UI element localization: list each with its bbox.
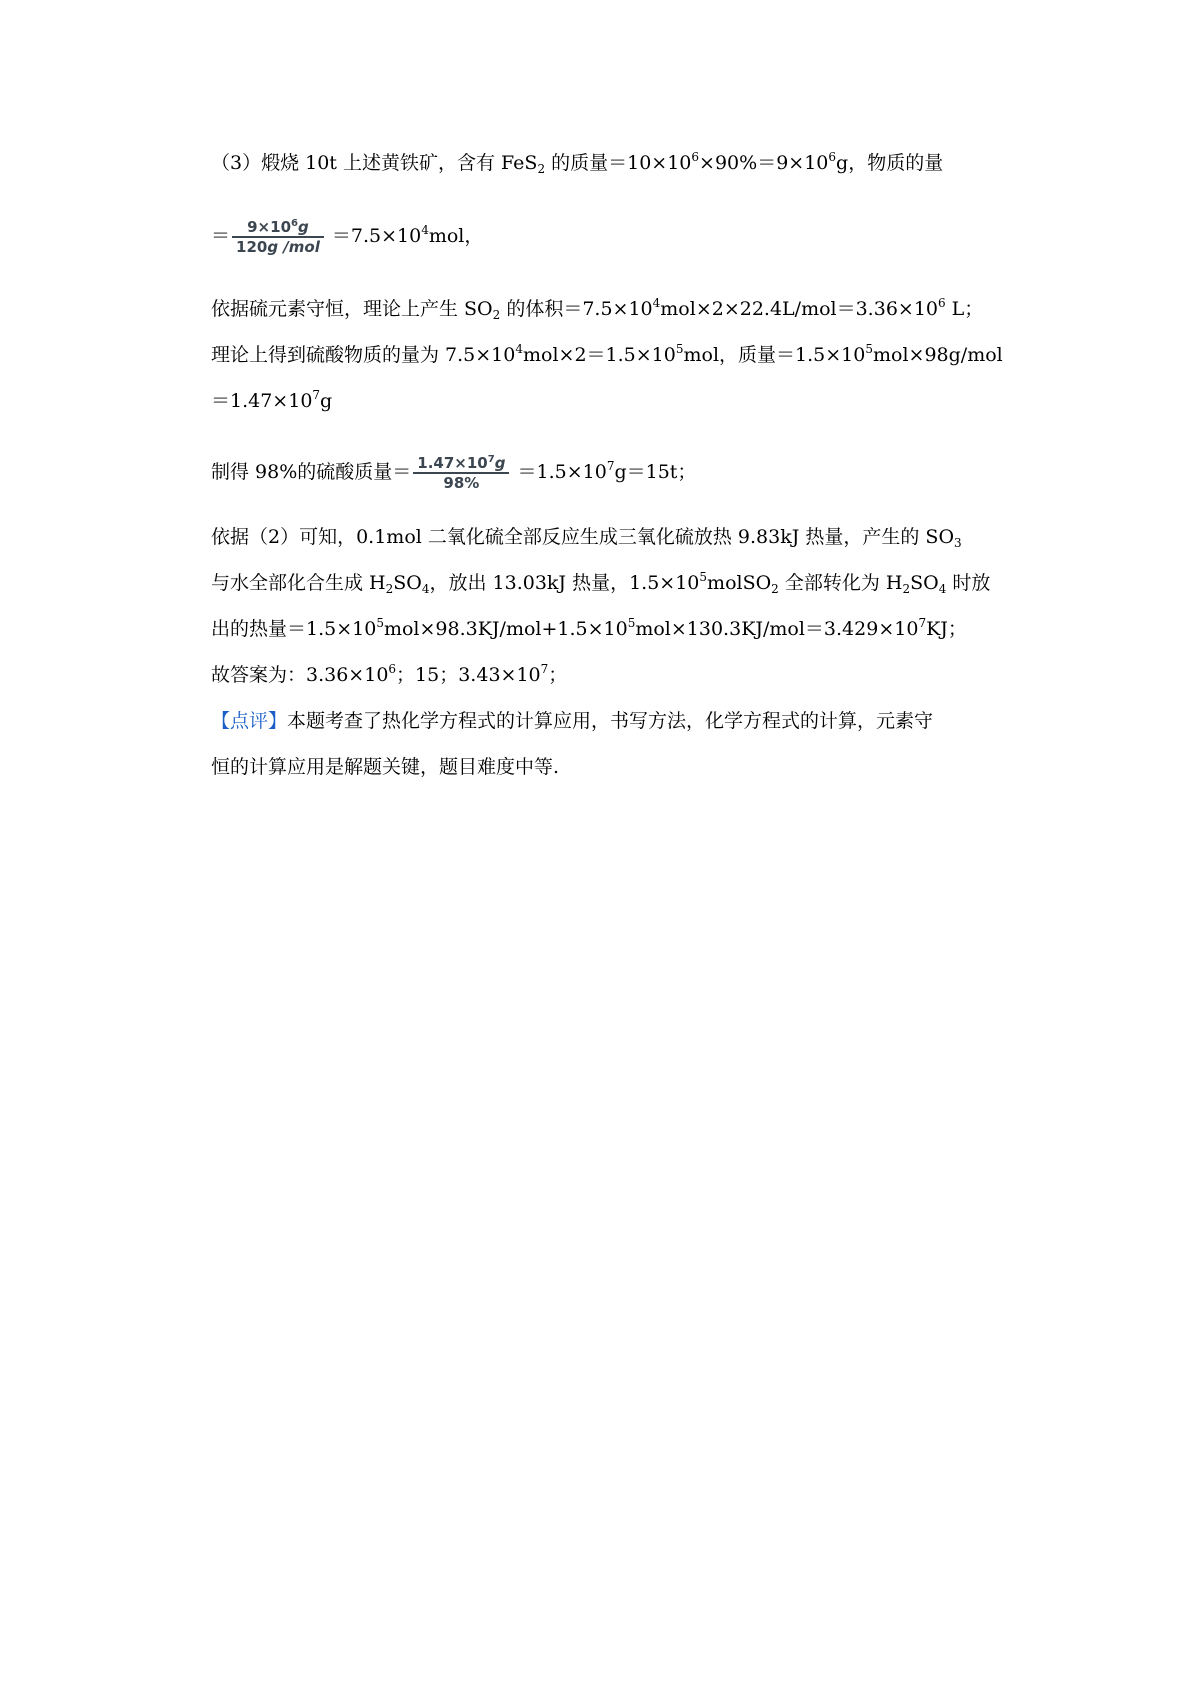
- text: 理论上得到硫酸物质的量为 7.5×10: [211, 344, 516, 366]
- text: mol×98.3KJ/mol+1.5×10: [383, 618, 628, 640]
- text: ，放出 13.03kJ 热量，1.5×10: [429, 572, 700, 594]
- text: ＝7.5×10: [325, 225, 422, 247]
- text: 本题考查了热化学方程式的计算应用，书写方法，化学方程式的计算，元素守: [287, 710, 934, 732]
- text: 故答案为：3.36×10: [211, 664, 389, 686]
- text-line: [211, 332, 1029, 378]
- subscript: 2: [492, 308, 501, 322]
- text: 依据（2）可知，0.1mol 二氧化硫全部反应生成三氧化硫放热 9.83kJ 热量，产生的 SO: [211, 526, 955, 548]
- text: ；15；3.43×10: [396, 664, 541, 686]
- superscript: 4: [421, 223, 429, 237]
- text: g＝15t；: [614, 461, 697, 483]
- text-line: [211, 560, 1029, 606]
- text: 时放: [946, 572, 991, 594]
- fraction-numerator: $9\times 10^6g$: [232, 218, 324, 238]
- text: g: [320, 390, 333, 412]
- superscript: 7: [540, 662, 549, 676]
- superscript: 4: [515, 342, 523, 356]
- text: ＝: [211, 225, 231, 247]
- text: mol×98g/mol: [873, 344, 1003, 366]
- subscript: 2: [537, 162, 546, 176]
- text: 依据硫元素守恒，理论上产生 SO: [211, 298, 493, 320]
- superscript: 7: [918, 616, 927, 630]
- fraction-numerator: $1.47\times 10^7g$: [413, 454, 509, 474]
- text: mol×2×22.4L/mol＝3.36×10: [660, 298, 938, 320]
- comment-label: 【点评】: [211, 710, 288, 732]
- text-line: [211, 140, 1029, 186]
- superscript: 6: [828, 150, 837, 164]
- answer-line: [211, 652, 1029, 698]
- subscript: 2: [385, 582, 394, 596]
- superscript: 6: [691, 150, 700, 164]
- subscript: 3: [954, 536, 962, 550]
- text: mol×2＝1.5×10: [523, 344, 676, 366]
- superscript: 5: [627, 616, 636, 630]
- text: mol，: [428, 225, 484, 247]
- superscript: 6: [388, 662, 397, 676]
- text: ×90%＝9×10: [699, 152, 829, 174]
- comment-line: [211, 698, 1029, 744]
- text: 的体积＝7.5×10: [500, 298, 653, 320]
- text: g，物质的量: [836, 152, 944, 174]
- fraction: [413, 454, 509, 492]
- subscript: 4: [938, 582, 947, 596]
- text-line: [211, 378, 1029, 424]
- text: molSO: [707, 572, 772, 594]
- superscript: 5: [675, 342, 684, 356]
- text: ＝1.47×10: [211, 390, 313, 412]
- text: KJ；: [926, 618, 967, 640]
- superscript: 6: [938, 296, 946, 310]
- text: 出的热量＝1.5×10: [211, 618, 377, 640]
- superscript: 4: [652, 296, 661, 310]
- text: SO: [393, 572, 422, 594]
- superscript: 5: [376, 616, 384, 630]
- subscript: 4: [421, 582, 430, 596]
- superscript: 7: [312, 388, 321, 402]
- text: 恒的计算应用是解题关键，题目难度中等.: [211, 756, 560, 778]
- text: 制得 98%的硫酸质量＝: [211, 461, 412, 483]
- text: L；: [945, 298, 984, 320]
- text: （3）煅烧 10t 上述黄铁矿，含有 FeS: [211, 152, 538, 174]
- text-line: [211, 514, 1029, 560]
- text: 全部转化为 H: [778, 572, 903, 594]
- subscript: 2: [902, 582, 911, 596]
- fraction-denominator: 98%: [443, 474, 480, 492]
- comment-line: [211, 744, 1029, 790]
- text: mol，质量＝1.5×10: [683, 344, 866, 366]
- text-line: [211, 208, 1029, 264]
- text: ＝1.5×10: [511, 461, 607, 483]
- text-line: [211, 606, 1029, 652]
- superscript: 5: [699, 570, 708, 584]
- fraction-denominator: 120g /mol: [236, 238, 320, 256]
- text: SO: [910, 572, 939, 594]
- text: 与水全部化合生成 H: [211, 572, 386, 594]
- fraction: [232, 218, 324, 256]
- subscript: 2: [771, 582, 779, 596]
- text: 的质量＝10×10: [545, 152, 692, 174]
- superscript: 7: [606, 459, 615, 473]
- superscript: 5: [865, 342, 873, 356]
- text-line: [211, 286, 1029, 332]
- solution-content: [211, 148, 1029, 778]
- text: mol×130.3KJ/mol＝3.429×10: [635, 618, 919, 640]
- text: ；: [548, 664, 568, 686]
- text-line: [211, 444, 1029, 500]
